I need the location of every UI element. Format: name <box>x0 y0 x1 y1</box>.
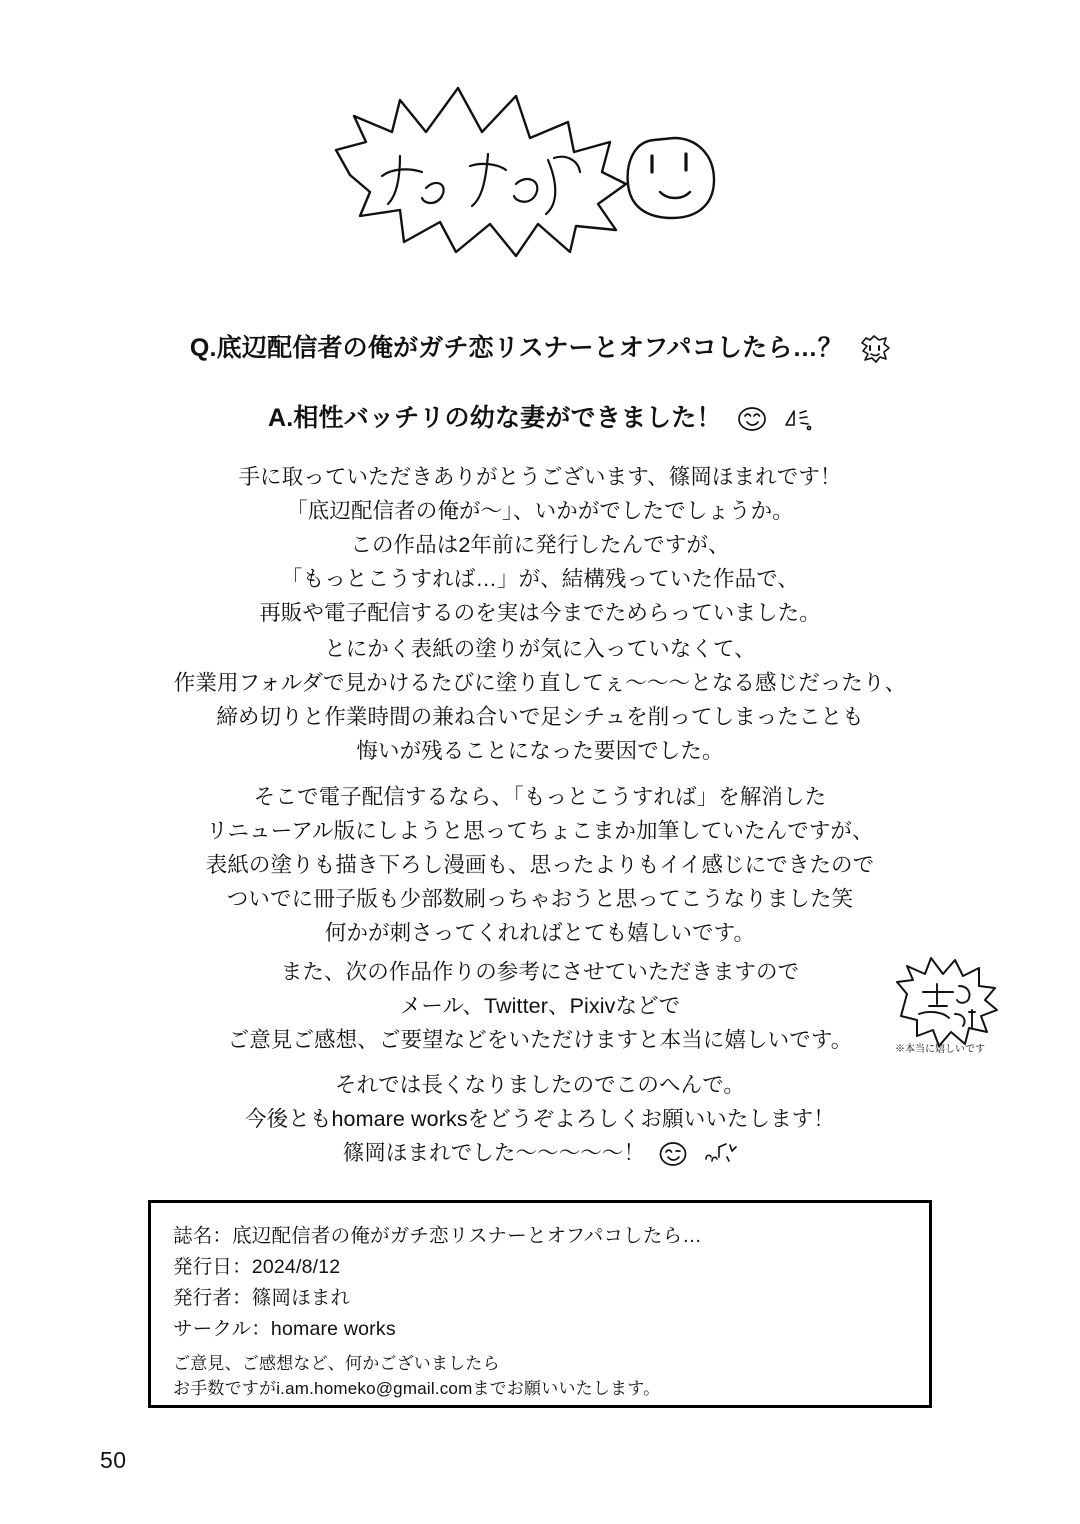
paragraph-line: また、次の作品作りの参考にさせていただきますので <box>280 960 800 984</box>
colophon-box <box>148 1200 932 1408</box>
paragraph-line: ご意見ご感想、ご要望などをいただけますと本当に嬉しいです。 <box>227 1028 853 1052</box>
paragraph-line: リニューアル版にしようと思ってちょこまか加筆していたんですが、 <box>206 819 874 843</box>
paragraph-1 <box>0 460 1080 630</box>
colophon-date: 発行日：2024/8/12 <box>173 1256 341 1278</box>
colophon-note-line-2: お手数ですがi.am.homeko@gmail.comまでお願いいたします。 <box>173 1379 661 1398</box>
paragraph-line: 表紙の塗りも描き下ろし漫画も、思ったよりもイイ感じにできたので <box>205 853 875 877</box>
paragraph-line: 再販や電子配信するのを実は今までためらっていました。 <box>259 601 821 625</box>
sparkle-icon <box>782 407 812 431</box>
paragraph-line: この作品は2年前に発行したんですが、 <box>350 533 730 557</box>
sweat-face-icon <box>858 334 890 364</box>
paragraph-line: 手に取っていただきありがとうございます、篠岡ほまれです！ <box>238 465 842 489</box>
paragraph-line: それでは長くなりましたのでこのへんで。 <box>335 1073 745 1097</box>
colophon-note-line-1: ご意見、ご感想など、何かございましたら <box>173 1354 500 1373</box>
answer-heading <box>0 398 1080 434</box>
paragraph-line: とにかく表紙の塗りが気に入っていなくて、 <box>324 637 756 661</box>
hand-drawn-spiky-bubble-icon <box>897 958 997 1046</box>
paragraph-line: 締め切りと作業時間の兼ね合いで足シチュを削ってしまったことも <box>216 705 864 729</box>
paragraph-line: 「底辺配信者の俺が〜」、いかがでしたでしょうか。 <box>286 499 794 523</box>
colophon-title: 誌名：底辺配信者の俺がガチ恋リスナーとオフパコしたら… <box>173 1225 702 1247</box>
hand-drawn-face-icon <box>628 138 714 218</box>
side-doodle-note: ※本当に嬉しいです <box>895 1044 985 1055</box>
paragraph-2 <box>0 632 1080 768</box>
paragraph-line: メール、Twitter、Pixivなどで <box>399 994 681 1018</box>
answer-text: A.相性バッチリの幼な妻ができました！ <box>267 404 722 432</box>
paragraph-5 <box>0 1068 1080 1170</box>
question-text: Q.底辺配信者の俺がガチ恋リスナーとオフパコしたら…？ <box>189 334 843 362</box>
question-heading <box>0 328 1080 364</box>
paragraph-line: ついでに冊子版も少部数刷っちゃおうと思ってこうなりました笑 <box>226 887 854 911</box>
page-number: 50 <box>100 1447 127 1473</box>
hand-drawn-speech-bubble-icon <box>336 88 626 256</box>
paragraph-3 <box>0 780 1080 950</box>
smiling-face-icon <box>737 406 767 432</box>
paragraph-line: そこで電子配信するなら、「もっとこうすれば」を解消した <box>253 785 827 809</box>
music-sparkle-icon <box>703 1141 737 1167</box>
paragraph-line: 「もっとこうすれば…」が、結構残っていた作品で、 <box>281 567 799 591</box>
paragraph-line-with-icon <box>0 1136 1080 1170</box>
paragraph-line: 作業用フォルダで見かけるたびに塗り直してぇ〜〜〜となる感じだったり、 <box>173 671 907 695</box>
top-doodle <box>330 80 780 280</box>
colophon-circle: サークル：homare works <box>173 1318 396 1340</box>
paragraph-line: 何かが刺さってくれればとても嬉しいです。 <box>324 921 756 945</box>
paragraph-line: 悔いが残ることになった要因でした。 <box>356 739 724 763</box>
colophon-author: 発行者：篠岡ほまれ <box>173 1287 351 1309</box>
paragraph-line: 篠岡ほまれでした〜〜〜〜〜！ <box>342 1141 646 1165</box>
paragraph-line: 今後ともhomare worksをどうぞよろしくお願いいたします！ <box>245 1107 835 1131</box>
winking-face-icon <box>659 1141 689 1167</box>
